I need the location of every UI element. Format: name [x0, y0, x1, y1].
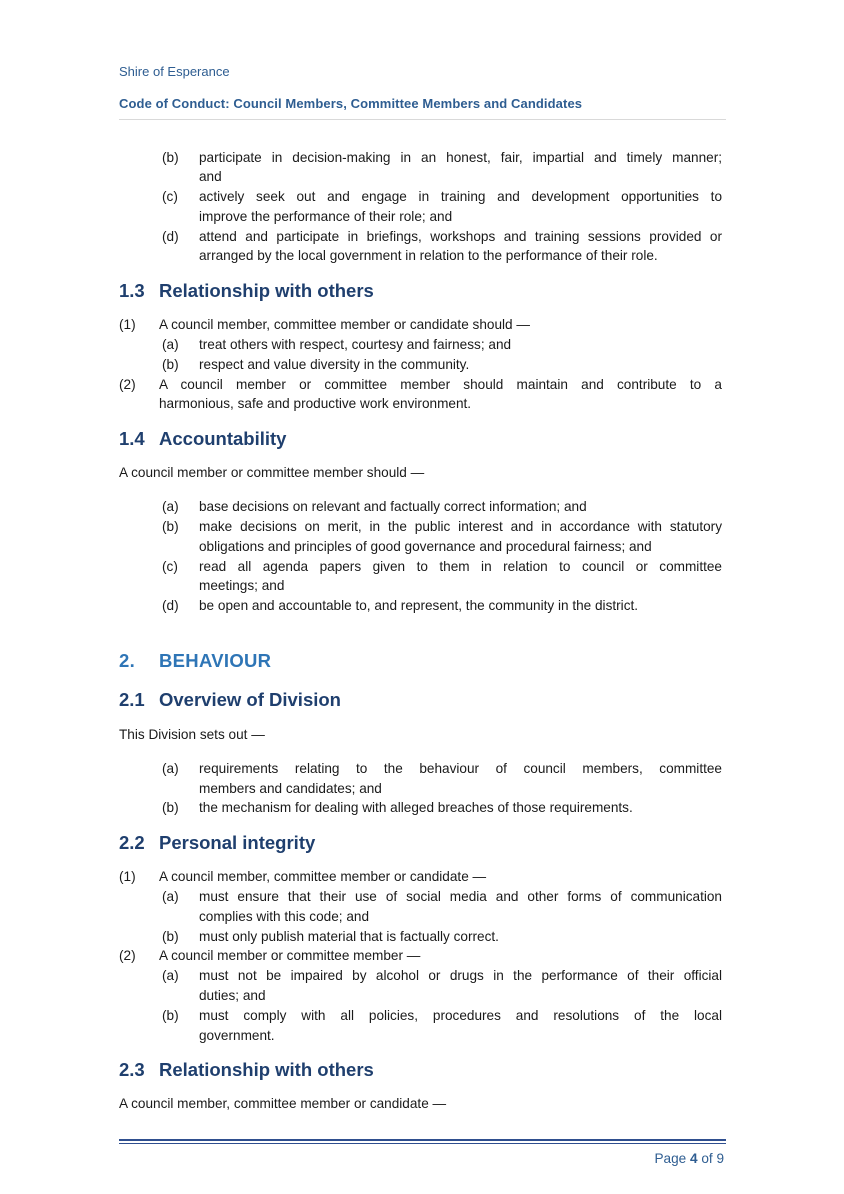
list-marker: (c) — [162, 559, 178, 574]
list-marker: (b) — [162, 800, 179, 815]
list-marker: (b) — [162, 1008, 179, 1023]
list-item-line: complies with this code; and — [199, 909, 370, 924]
header-divider — [119, 119, 726, 120]
list-marker: (b) — [162, 519, 179, 534]
list-item-line: must comply with all policies, procedures and resolutions of the local — [199, 1008, 722, 1023]
of-label: of — [701, 1151, 713, 1166]
list-item-line: the mechanism for dealing with alleged breaches of those requirements. — [199, 800, 633, 815]
paragraph-text-line: harmonious, safe and productive work environment. — [159, 396, 472, 411]
list-marker: (c) — [162, 189, 178, 204]
header-organisation: Shire of Esperance — [119, 64, 230, 79]
list-marker: (b) — [162, 150, 179, 165]
list-item-line: members and candidates; and — [199, 781, 382, 796]
list-item-line: arranged by the local government in relation to the performance of their role. — [199, 248, 658, 263]
list-marker: (a) — [162, 337, 179, 352]
paragraph-text: A council member, committee member or candidate — — [159, 869, 487, 884]
list-item-line: be open and accountable to, and represent, the community in the district. — [199, 598, 639, 613]
chapter-number: 2. — [119, 650, 136, 671]
section-heading-2-3 — [119, 1059, 374, 1081]
paragraph-text: A council member or committee member — — [159, 948, 421, 963]
list-item-line: and — [199, 169, 222, 184]
list-marker: (a) — [162, 889, 179, 904]
paragraph-text-line: A council member or committee member should maintain and contribute to a — [159, 377, 722, 392]
list-marker: (d) — [162, 229, 179, 244]
list-marker: (d) — [162, 598, 179, 613]
list-item-line: base decisions on relevant and factually correct information; and — [199, 499, 587, 514]
section-title: Relationship with others — [159, 1059, 374, 1080]
list-item-line: duties; and — [199, 988, 266, 1003]
list-item-line: participate in decision-making in an honest, fair, impartial and timely manner; — [199, 150, 722, 165]
section-number: 2.2 — [119, 832, 145, 853]
list-item-line: must only publish material that is factually correct. — [199, 929, 499, 944]
paragraph-marker: (2) — [119, 948, 136, 963]
list-item-line: attend and participate in briefings, workshops and training sessions provided or — [199, 229, 722, 244]
list-marker: (a) — [162, 499, 179, 514]
list-item-line: must not be impaired by alcohol or drugs in the performance of their official — [199, 968, 722, 983]
chapter-title: BEHAVIOUR — [159, 650, 272, 671]
section-intro: A council member, committee member or candidate — — [119, 1096, 447, 1111]
list-item-line: respect and value diversity in the community. — [199, 357, 470, 372]
list-item-line: improve the performance of their role; and — [199, 209, 453, 224]
page-number — [654, 1151, 724, 1166]
section-title: Accountability — [159, 428, 287, 449]
section-heading-1-4 — [119, 428, 286, 450]
section-intro: This Division sets out — — [119, 727, 265, 742]
page-label: Page — [654, 1151, 687, 1166]
list-item-line: meetings; and — [199, 578, 285, 593]
section-number: 2.1 — [119, 689, 145, 710]
list-item-line: make decisions on merit, in the public interest and in accordance with statutory — [199, 519, 722, 534]
section-title: Overview of Division — [159, 689, 341, 710]
chapter-heading-2 — [119, 650, 271, 672]
section-title: Relationship with others — [159, 280, 374, 301]
list-item-line: read all agenda papers given to them in relation to council or committee — [199, 559, 722, 574]
list-marker: (a) — [162, 761, 179, 776]
current-page: 4 — [689, 1151, 698, 1166]
list-marker: (b) — [162, 929, 179, 944]
paragraph-marker: (2) — [119, 377, 136, 392]
section-intro: A council member or committee member should — — [119, 465, 425, 480]
section-number: 1.4 — [119, 428, 145, 449]
paragraph-marker: (1) — [119, 869, 136, 884]
total-pages: 9 — [716, 1151, 724, 1166]
section-heading-2-1 — [119, 689, 341, 711]
header-document-title: Code of Conduct: Council Members, Committee Members and Candidates — [119, 96, 583, 111]
list-marker: (b) — [162, 357, 179, 372]
section-number: 1.3 — [119, 280, 145, 301]
paragraph-text: A council member, committee member or candidate should — — [159, 317, 530, 332]
footer-divider-thin — [119, 1143, 726, 1144]
list-marker: (a) — [162, 968, 179, 983]
list-item-line: treat others with respect, courtesy and fairness; and — [199, 337, 512, 352]
list-item-line: obligations and principles of good governance and procedural fairness; and — [199, 539, 652, 554]
list-item-line: government. — [199, 1028, 275, 1043]
section-title: Personal integrity — [159, 832, 316, 853]
list-item-line: requirements relating to the behaviour of council members, committee — [199, 761, 722, 776]
section-heading-1-3 — [119, 280, 374, 302]
paragraph-marker: (1) — [119, 317, 136, 332]
list-item-line: must ensure that their use of social media and other forms of communication — [199, 889, 722, 904]
section-heading-2-2 — [119, 832, 315, 854]
list-item-line: actively seek out and engage in training and development opportunities to — [199, 189, 722, 204]
footer-divider — [119, 1139, 726, 1141]
section-number: 2.3 — [119, 1059, 145, 1080]
